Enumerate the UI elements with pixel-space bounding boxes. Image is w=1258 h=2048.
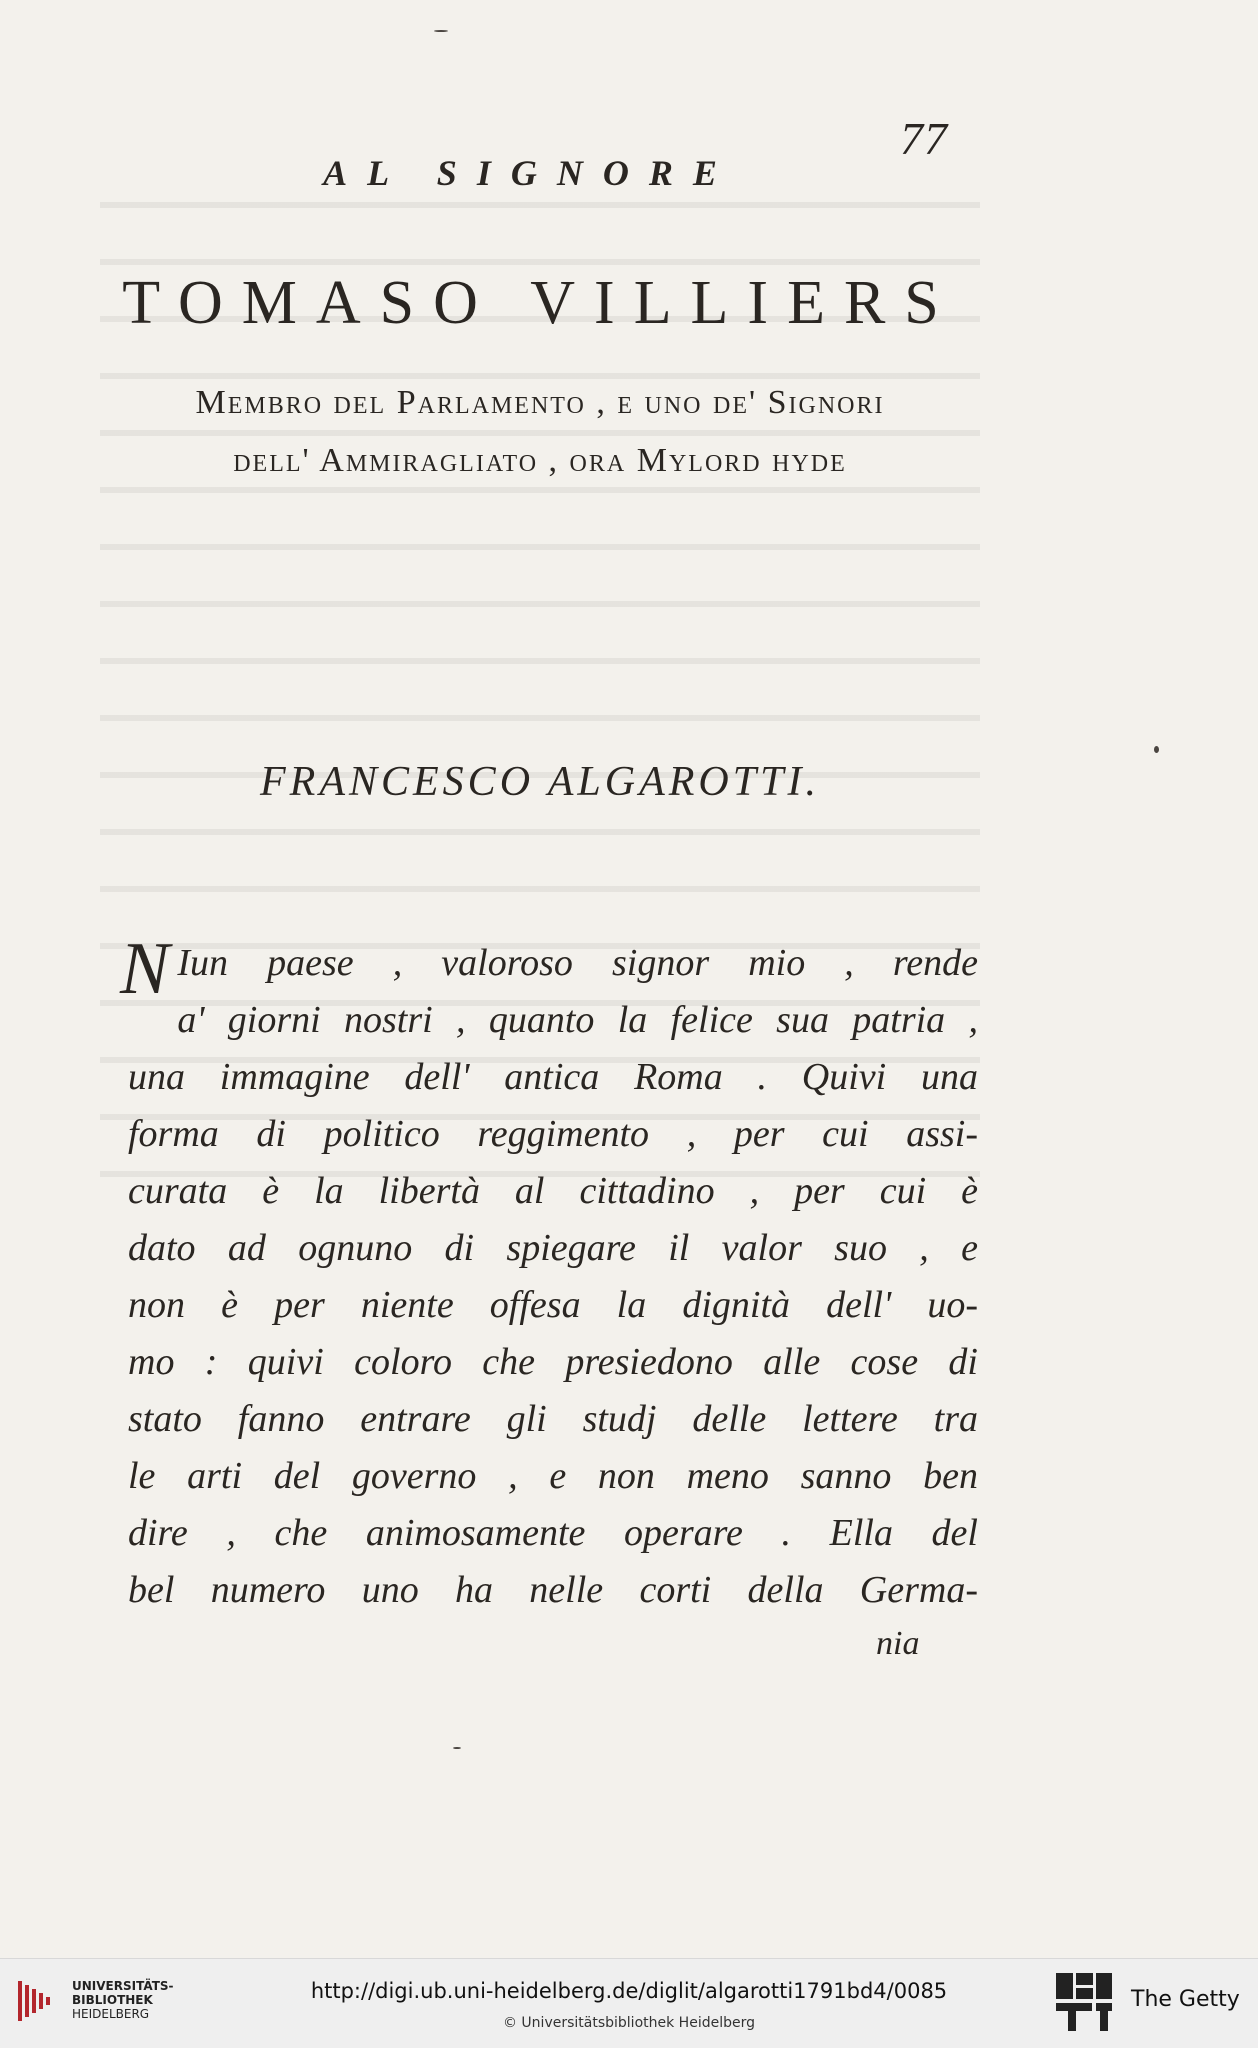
author-name: FRANCESCO ALGAROTTI.: [260, 759, 820, 805]
text-line: Iun paese , valoroso signor mio , rende: [177, 942, 978, 984]
permalink-url[interactable]: http://digi.ub.uni-heidelberg.de/diglit/algarotti1791bd4/0085: [310, 1979, 948, 2003]
drop-cap: N: [120, 928, 170, 1010]
ink-speck: [453, 1747, 461, 1749]
partner-name: The Getty: [1131, 1987, 1240, 2012]
letter-body: [120, 928, 978, 1619]
text-line: una immagine dell' antica Roma . Quivi una: [128, 1056, 978, 1098]
text-line: dire , che animosamente operare . Ella del: [128, 1512, 978, 1554]
text-line: non è per niente offesa la dignità dell' uo-: [128, 1284, 978, 1326]
text-line: stato fanno entrare gli studj delle lettere tra: [128, 1398, 978, 1440]
viewer-footer: [0, 1958, 1258, 2048]
text-line: a' giorni nostri , quanto la felice sua patria ,: [177, 999, 978, 1041]
text-line: bel numero uno ha nelle corti della Germa-: [128, 1569, 978, 1611]
library-name-line: BIBLIOTHEK: [72, 1993, 153, 2007]
ink-speck: [1154, 746, 1159, 753]
dedication-heading: AL SIGNORE: [323, 153, 737, 193]
dedicatee-title-line-2: dell' Ammiragliato , ora Mylord hyde: [233, 442, 847, 479]
page-number: 77: [900, 113, 948, 164]
text-line: le arti del governo , e non meno sanno ben: [128, 1455, 978, 1497]
library-name-line: HEIDELBERG: [72, 2007, 150, 2021]
text-line: forma di politico reggimento , per cui assi-: [128, 1113, 978, 1155]
text-line: mo : quivi coloro che presiedono alle cose di: [128, 1341, 978, 1383]
copyright-notice: © Universitätsbibliothek Heidelberg: [502, 2015, 755, 2031]
catchword: nia: [876, 1625, 920, 1662]
text-line: dato ad ognuno di spiegare il valor suo , e: [128, 1227, 978, 1269]
ink-speck: [434, 30, 448, 32]
text-line: curata è la libertà al cittadino , per cui è: [128, 1170, 978, 1212]
getty-logo-icon: [1054, 1971, 1114, 2033]
dedicatee-name: TOMASO VILLIERS: [122, 269, 958, 337]
library-name-line: UNIVERSITÄTS-: [72, 1979, 174, 1993]
dedicatee-title-line-1: Membro del Parlamento , e uno de' Signori: [195, 384, 885, 421]
